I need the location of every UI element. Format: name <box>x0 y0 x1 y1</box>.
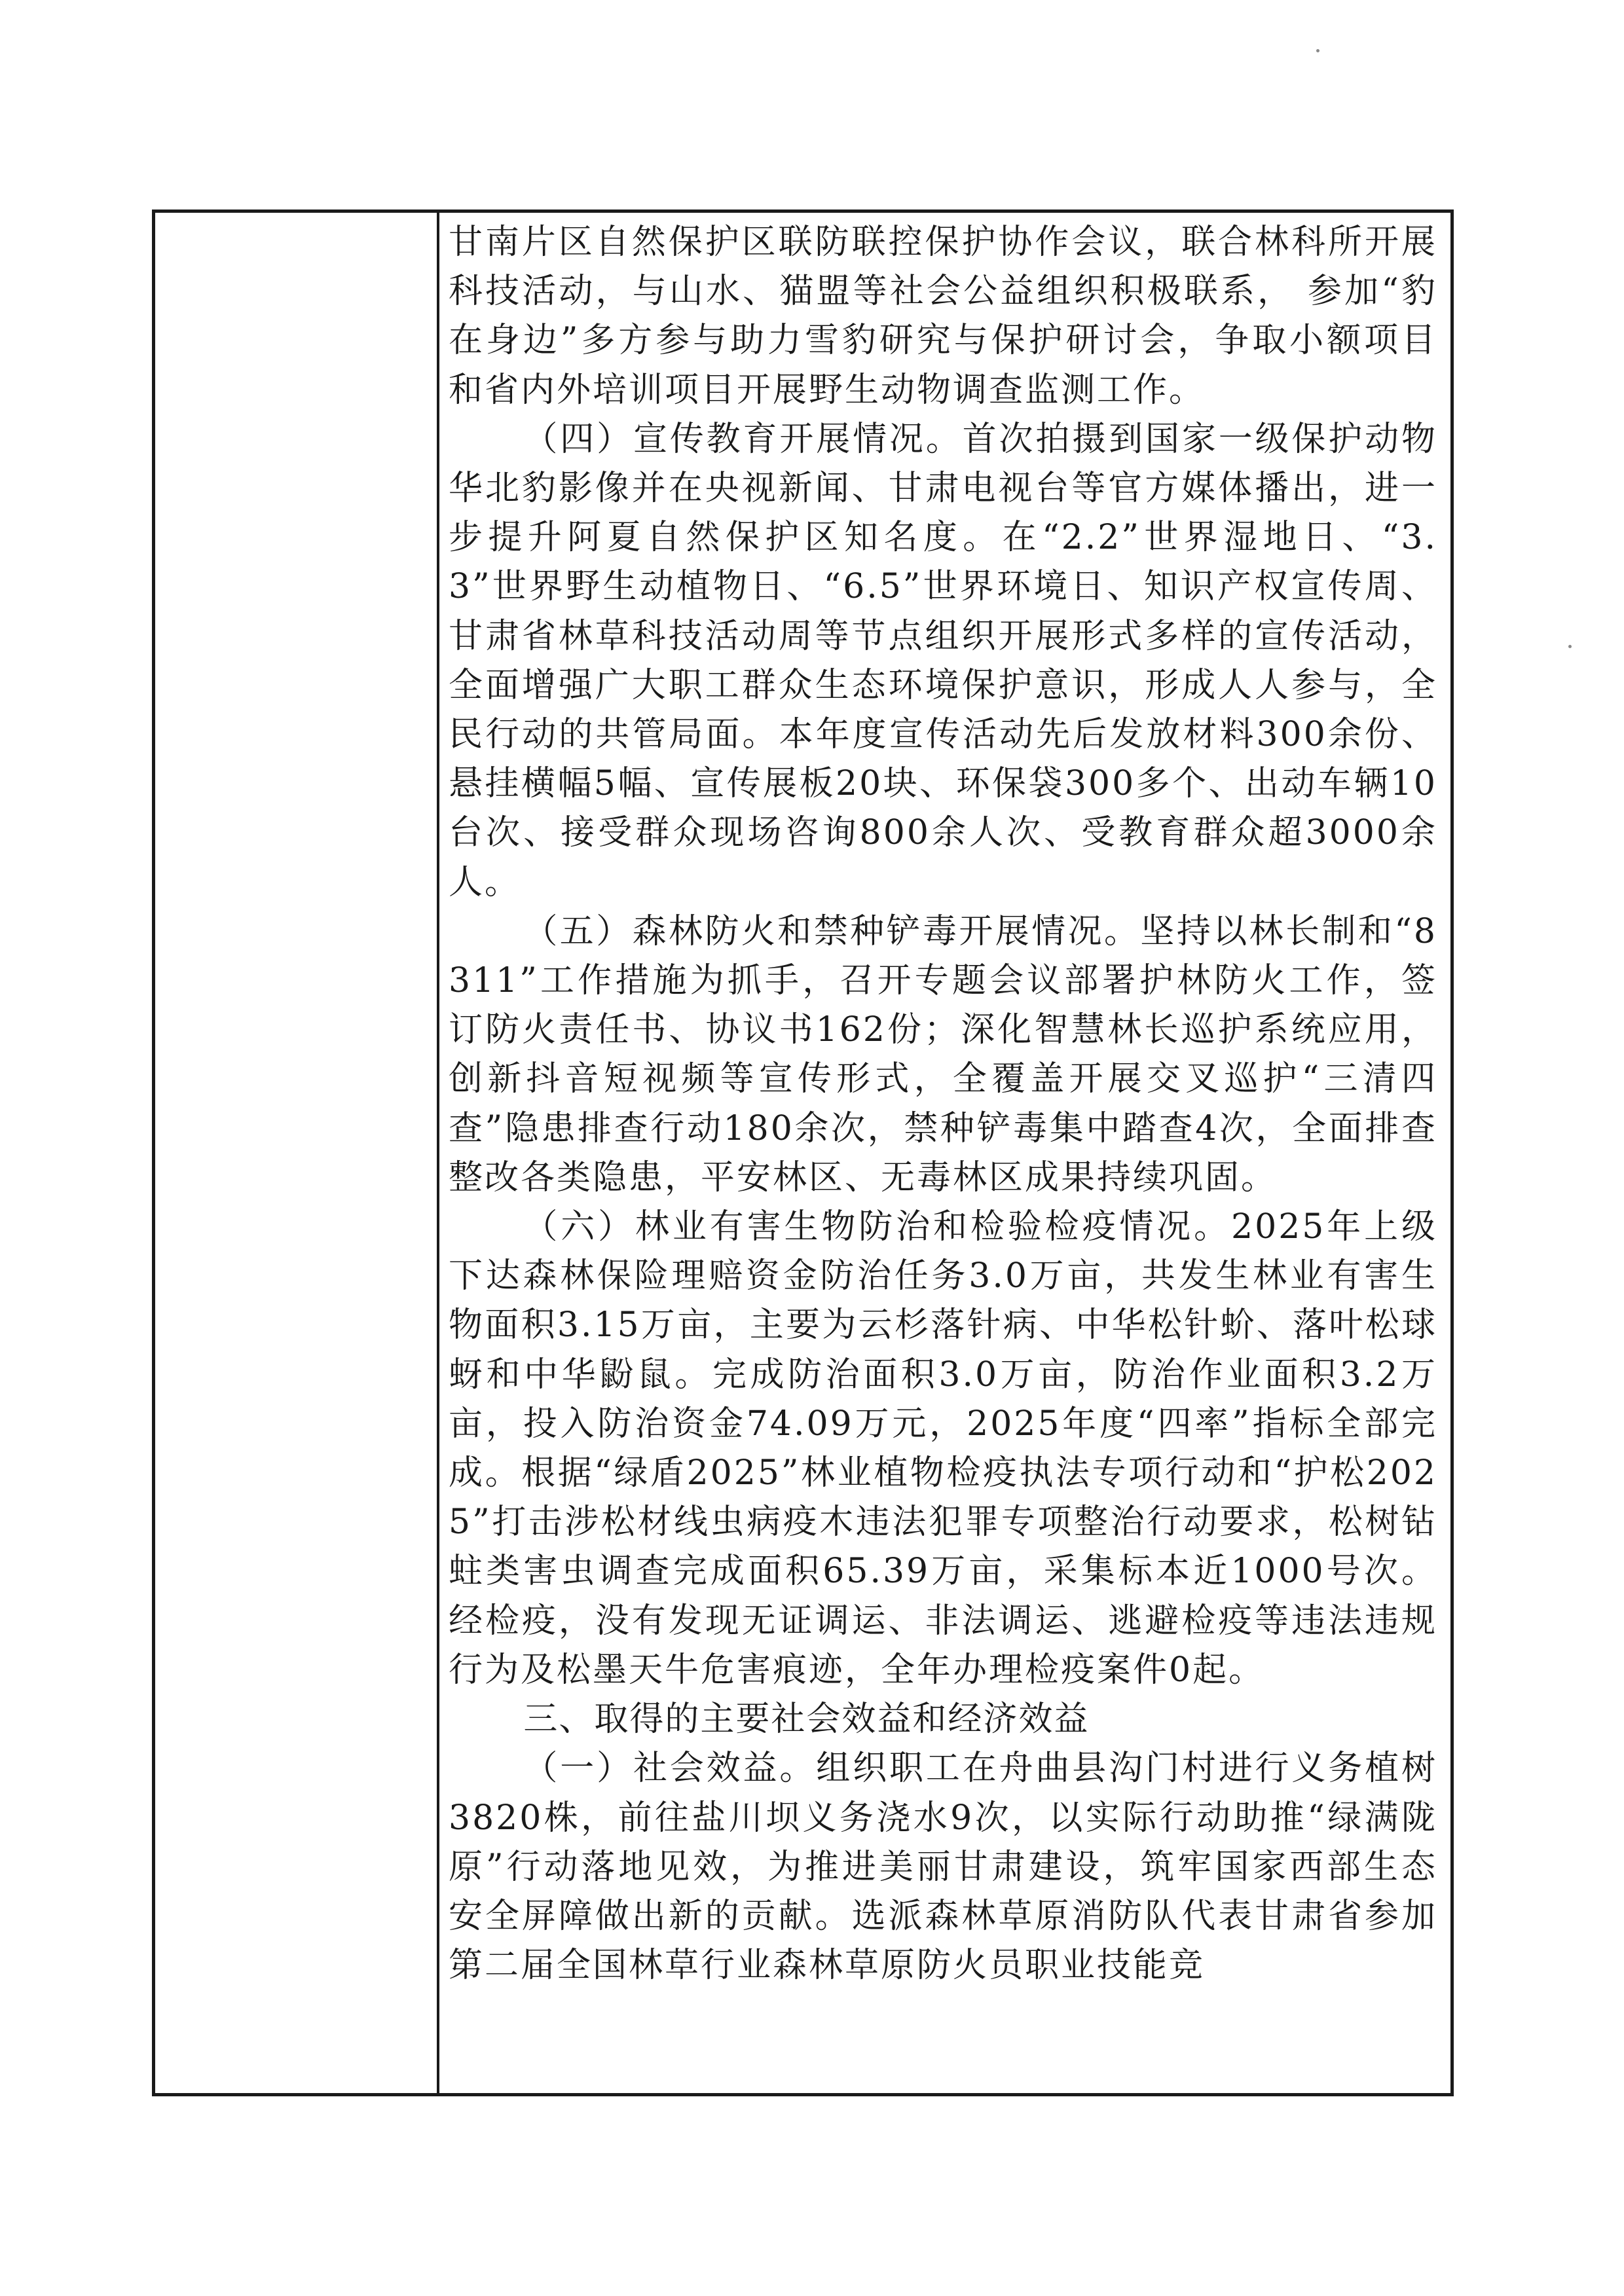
paragraph-continuation: 甘南片区自然保护区联防联控保护协作会议，联合林科所开展科技活动，与山水、猫盟等社会公益组织积极联系， 参加“豹在身边”多方参与助力雪豹研究与保护研讨会，争取小额项目和省内外培训项目开展野生动物调查监测工作。 <box>449 223 1437 410</box>
paragraph-social-benefits: （一）社会效益。组织职工在舟曲县沟门村进行义务植树3820株，前往盐川坝义务浇水9次，以实际行动助推“绿满陇原”行动落地见效，为推进美丽甘肃建设，筑牢国家西部生态安全屏障做出新的贡献。选派森林草原消防队代表甘肃省参加第二届全国林草行业森林草原防火员职业技能竞 <box>449 1749 1437 1986</box>
paragraph-pest-control: （六）林业有害生物防治和检验检疫情况。2025年上级下达森林保险理赔资金防治任务3.0万亩，共发生林业有害生物面积3.15万亩，主要为云杉落针病、中华松针蚧、落叶松球蚜和中华鼢鼠。完成防治面积3.0万亩，防治作业面积3.2万亩，投入防治资金74.09万元，2025年度“四率”指标全部完成。根据“绿盾2025”林业植物检疫执法专项行动和“护松2025”打击涉松材线虫病疫木违法犯罪专项整治行动要求，松树钻蛀类害虫调查完成面积65.39万亩，采集标本近1000号次。经检疫，没有发现无证调运、非法调运、逃避检疫等违法违规行为及松墨天牛危害痕迹，全年办理检疫案件0起。 <box>449 1207 1437 1690</box>
scan-speck-mark <box>1316 49 1320 52</box>
paragraph-publicity-education: （四）宣传教育开展情况。首次拍摄到国家一级保护动物华北豹影像并在央视新闻、甘肃电视台等官方媒体播出，进一步提升阿夏自然保护区知名度。在“2.2”世界湿地日、“3.3”世界野生动植物日、“6.5”世界环境日、知识产权宣传周、甘肃省林草科技活动周等节点组织开展形式多样的宣传活动，全面增强广大职工群众生态环境保护意识，形成人人参与，全民行动的共管局面。本年度宣传活动先后发放材料300余份、悬挂横幅5幅、宣传展板20块、环保袋300多个、出动车辆10台次、接受群众现场咨询800余人次、受教育群众超3000余人。 <box>449 419 1437 902</box>
paragraph-fire-prevention: （五）森林防火和禁种铲毒开展情况。坚持以林长制和“8311”工作措施为抓手，召开专题会议部署护林防火工作，签订防火责任书、协议书162份；深化智慧林长巡护系统应用，创新抖音短视频等宣传形式，全覆盖开展交叉巡护“三清四查”隐患排查行动180余次，禁种铲毒集中踏查4次，全面排查整改各类隐患，平安林区、无毒林区成果持续巩固。 <box>449 911 1437 1197</box>
table-column-divider <box>437 213 439 2093</box>
scan-speck-mark <box>1568 645 1572 648</box>
table-content-cell <box>449 218 1437 2090</box>
form-table-frame <box>152 210 1454 2096</box>
section-heading-benefits: 三、取得的主要社会效益和经济效益 <box>523 1700 1090 1740</box>
